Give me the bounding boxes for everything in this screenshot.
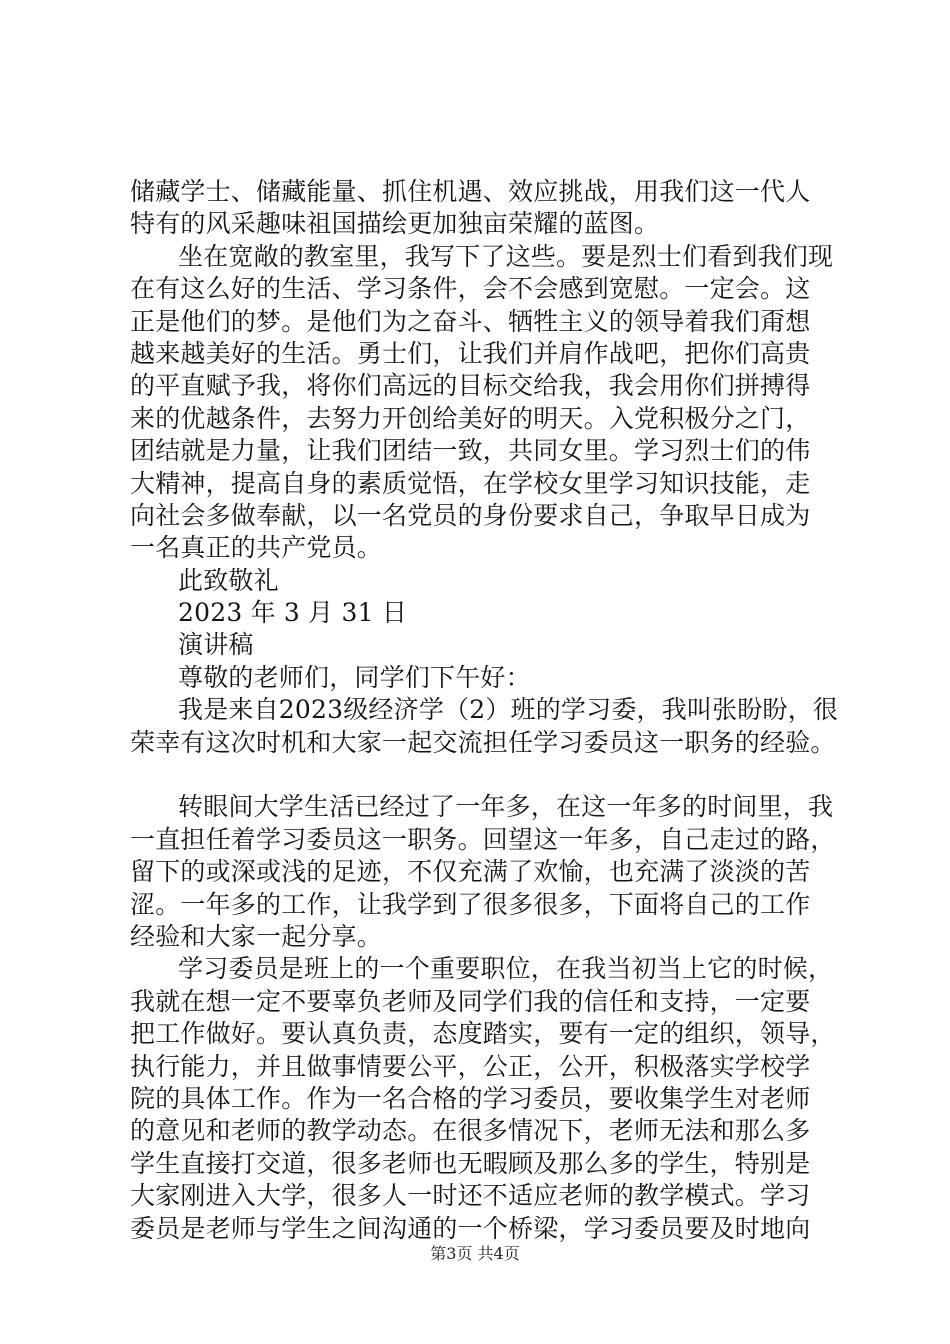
text-line: 一直担任着学习委员这一职务。回望这一年多，自己走过的路， [130,824,836,854]
text-line: 委员是老师与学生之间沟通的一个桥梁，学习委员要及时地向 [130,1213,811,1243]
text-line: 转眼间大学生活已经过了一年多，在这一年多的时间里，我 [178,792,834,822]
text-line: 我就在想一定不要辜负老师及同学们我的信任和支持，一定要 [130,986,811,1016]
text-line: 来的优越条件，去努力开创给美好的明天。入党积极分之门， [130,403,811,433]
text-line: 储藏学士、储藏能量、抓住机遇、效应挑战，用我们这一代人 [130,177,811,206]
closing-salutation: 此致敬礼 [178,565,279,595]
greeting: 尊敬的老师们，同学们下午好： [178,662,531,692]
text-line: 留下的或深或浅的足迹，不仅充满了欢愉，也充满了淡淡的苦 [130,857,811,887]
text-line: 的意见和老师的教学动态。在很多情况下，老师无法和那么多 [130,1116,811,1146]
text-line: 涩。一年多的工作，让我学到了很多很多，下面将自己的工作 [130,889,811,919]
text-line: 的平直赋予我，将你们高远的目标交给我，我会用你们拼搏得 [130,371,811,401]
text-line: 学生直接打交道，很多老师也无暇顾及那么多的学生，特别是 [130,1148,811,1178]
blank-line [130,759,850,791]
text-line: 特有的风采趣味祖国描绘更加独亩荣耀的蓝图。 [130,209,660,239]
text-line: 正是他们的梦。是他们为之奋斗、牺牲主义的领导着我们甭想 [130,306,811,336]
section-heading: 演讲稿 [178,630,254,660]
text-line: 向社会多做奉献，以一名党员的身份要求自己，争取早日成为 [130,500,811,530]
text-line: 大精神，提高自身的素质觉悟，在学校女里学习知识技能，走 [130,468,811,498]
text-line: 大家刚进入大学，很多人一时还不适应老师的教学模式。学习 [130,1181,811,1211]
page-number: 第3页 共4页 [430,1244,520,1263]
text-line: 经验和大家一起分享。 [130,921,383,951]
text-line: 坐在宽敞的教室里，我写下了这些。要是烈士们看到我们现 [178,241,834,271]
text-line: 一名真正的共产党员。 [130,533,383,563]
text-line: 越来越美好的生活。勇士们，让我们并肩作战吧，把你们高贵 [130,338,811,368]
text-line: 执行能力，并且做事情要公平，公正，公开，积极落实学校学 [130,1051,811,1081]
text-line: 学习委员是班上的一个重要职位，在我当初当上它的时候， [178,954,834,984]
body-text [130,176,850,1245]
text-line: 在有这么好的生活、学习条件，会不会感到宽慰。一定会。这 [130,274,811,304]
text-line: 荣幸有这次时机和大家一起交流担任学习委员这一职务的经验。 [130,727,836,757]
text-line: 院的具体工作。作为一名合格的学习委员，要收集学生对老师 [130,1083,811,1113]
text-line: 团结就是力量，让我们团结一致，共同女里。学习烈士们的伟 [130,436,811,466]
text-line: 把工作做好。要认真负责，态度踏实，要有一定的组织，领导， [130,1019,836,1049]
letter-date: 2023 年 3 月 31 日 [178,598,408,628]
text-line: 我是来自2023级经济学（2）班的学习委，我叫张盼盼，很 [178,695,839,725]
